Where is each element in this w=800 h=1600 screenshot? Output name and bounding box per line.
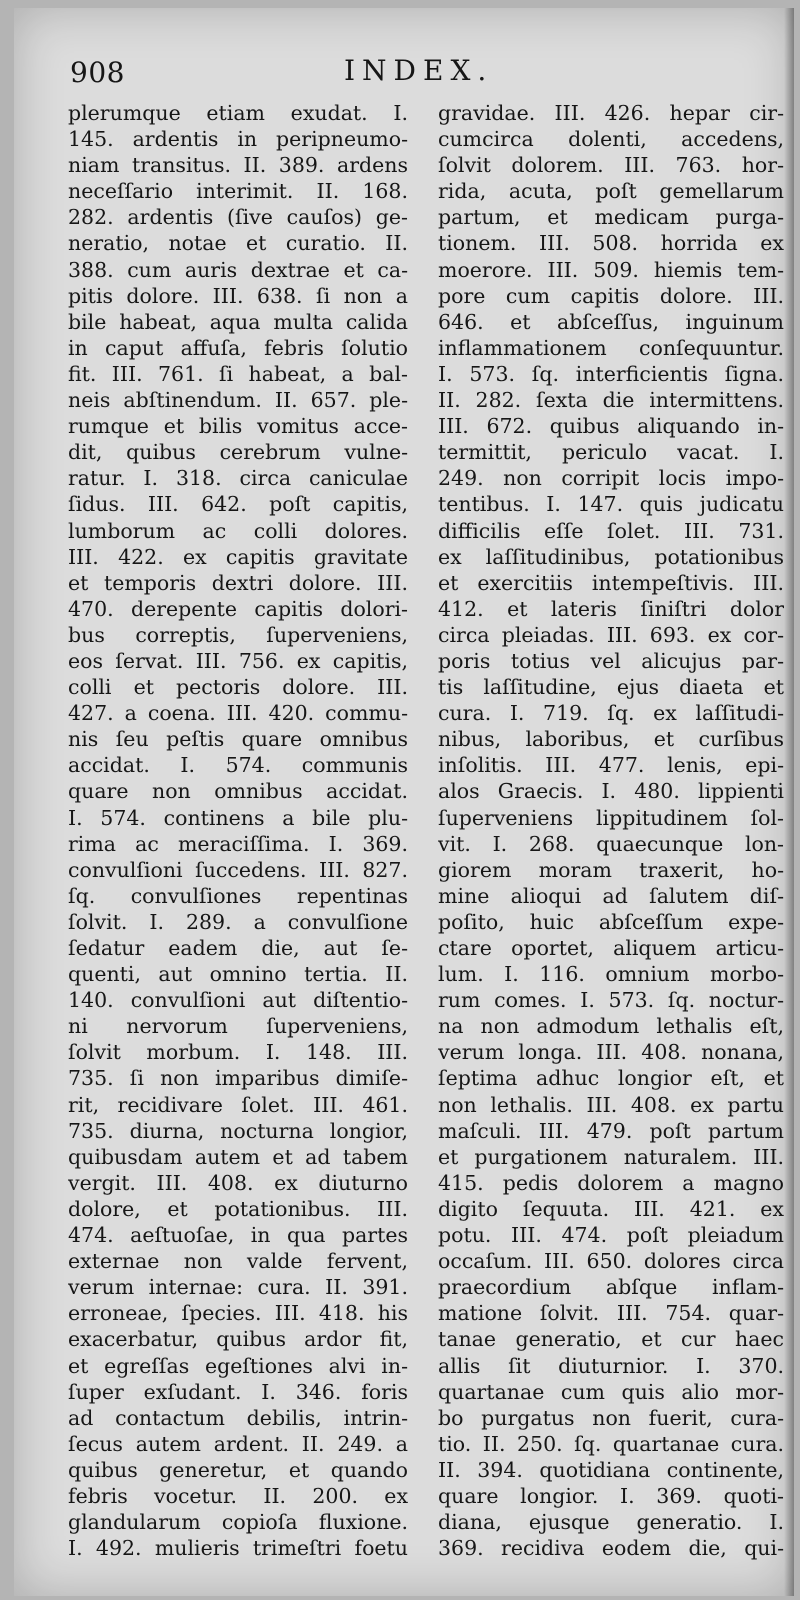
text-line: 735. diurna, nocturna longior,	[68, 1118, 408, 1143]
text-line: vit. I. 268. quaecunque lon-	[438, 831, 784, 856]
text-line: ſecus autem ardent. II. 249. a	[68, 1431, 408, 1456]
text-line: plerumque etiam exudat. I.	[68, 101, 408, 125]
text-line: alos Graecis. I. 480. lippienti	[438, 779, 784, 804]
text-line: ſuper exſudant. I. 346. foris	[68, 1379, 408, 1404]
text-line: verum internae: cura. II. 391.	[68, 1275, 408, 1300]
text-line: et temporis dextri dolore. III.	[68, 570, 408, 595]
text-line: 388. cum auris dextrae et ca-	[68, 257, 408, 282]
text-line: lum. I. 116. omnium morbo-	[438, 962, 784, 987]
text-line: termittit, periculo vacat. I.	[438, 440, 784, 465]
text-line: ni nervorum ſuperveniens,	[68, 1014, 408, 1039]
text-line: ſidus. III. 642. poſt capitis,	[68, 492, 408, 517]
text-line: 369. recidiva eodem die, qui-	[438, 1536, 784, 1561]
left-column	[68, 100, 408, 1561]
text-line: quare non omnibus accidat.	[68, 779, 408, 804]
text-line: neceſſario interimit. II. 168.	[68, 179, 408, 204]
text-line: inſolitis. III. 477. lenis, epi-	[438, 753, 784, 778]
text-line: externae non valde fervent,	[68, 1249, 408, 1274]
text-line: quibus generetur, et quando	[68, 1457, 408, 1482]
text-line: 415. pedis dolorem a magno	[438, 1170, 784, 1195]
text-line: III. 422. ex capitis gravitate	[68, 544, 408, 569]
text-line: digito ſequuta. III. 421. ex	[438, 1196, 784, 1221]
text-line: nis ſeu peſtis quare omnibus	[68, 727, 408, 752]
text-line: II. 394. quotidiana continente,	[438, 1457, 784, 1482]
text-line: 282. ardentis (ſive cauſos) ge-	[68, 205, 408, 230]
text-line: na non admodum lethalis eſt,	[438, 1014, 784, 1039]
text-line: nibus, laboribus, et curſibus	[438, 727, 784, 752]
running-head: INDEX.	[344, 54, 494, 87]
text-line: quare longior. I. 369. quoti-	[438, 1483, 784, 1508]
text-line: dit, quibus cerebrum vulne-	[68, 440, 408, 465]
text-line: dolore, et potationibus. III.	[68, 1196, 408, 1221]
text-line: maſculi. III. 479. poſt partum	[438, 1118, 784, 1143]
text-line: allis ſit diuturnior. I. 370.	[438, 1353, 784, 1378]
text-line: 412. et lateris ſiniſtri dolor	[438, 596, 784, 621]
text-line: et exercitiis intempeſtivis. III.	[438, 570, 784, 595]
text-line: difficilis eſſe ſolet. III. 731.	[438, 518, 784, 543]
text-line: tis laſſitudine, ejus diaeta et	[438, 675, 784, 700]
text-line: non lethalis. III. 408. ex partu	[438, 1092, 784, 1117]
text-line: ctare oportet, aliquem articu-	[438, 936, 784, 960]
text-line: rum comes. I. 573. ſq. noctur-	[438, 988, 784, 1013]
text-line: I. 574. continens a bile plu-	[68, 805, 408, 830]
text-line: ſolvit morbum. I. 148. III.	[68, 1040, 408, 1065]
text-line: diana, ejusque generatio. I.	[438, 1510, 784, 1535]
text-line: tionem. III. 508. horrida ex	[438, 231, 784, 256]
page-gutter-shadow	[784, 8, 794, 1596]
text-line: 735. ſi non imparibus dimiſe-	[68, 1066, 408, 1091]
text-line: occaſum. III. 650. dolores circa	[438, 1249, 784, 1274]
text-line: 249. non corripit locis impo-	[438, 466, 784, 491]
text-line: tanae generatio, et cur haec	[438, 1327, 784, 1352]
text-line: ſolvit. I. 289. a convulſione	[68, 909, 408, 934]
text-line: rida, acuta, poſt gemellarum	[438, 179, 784, 204]
text-line: tio. II. 250. ſq. quartanae cura.	[438, 1431, 784, 1456]
text-line: et purgationem naturalem. III.	[438, 1144, 784, 1169]
text-line: rit, recidivare ſolet. III. 461.	[68, 1092, 408, 1117]
text-line: 646. et abſceſſus, inguinum	[438, 309, 784, 334]
text-line: in caput affuſa, febris ſolutio	[68, 335, 408, 360]
text-line: ex laſſitudinibus, potationibus	[438, 544, 784, 569]
text-line: mine alioqui ad ſalutem diſ-	[438, 883, 784, 908]
text-line: 140. convulſioni aut diſtentio-	[68, 988, 408, 1013]
text-line: rumque et bilis vomitus acce-	[68, 414, 408, 439]
text-line: moerore. III. 509. hiemis tem-	[438, 257, 784, 282]
text-line: ſedatur eadem die, aut ſe-	[68, 936, 408, 960]
text-line: praecordium abſque inflam-	[438, 1275, 784, 1300]
text-line: exacerbatur, quibus ardor fit,	[68, 1327, 408, 1352]
text-line: ſq. convulſiones repentinas	[68, 883, 408, 908]
text-line: 427. a coena. III. 420. commu-	[68, 701, 408, 726]
text-line: pitis dolore. III. 638. ſi non a	[68, 283, 408, 308]
text-line: 470. derepente capitis dolori-	[68, 596, 408, 621]
text-line: giorem moram traxerit, ho-	[438, 857, 784, 882]
text-line: colli et pectoris dolore. III.	[68, 675, 408, 700]
text-line: cura. I. 719. ſq. ex laſſitudi-	[438, 701, 784, 726]
text-line: I. 492. mulieris trimeſtri foetu	[68, 1536, 408, 1561]
right-column	[438, 100, 784, 1561]
text-line: verum longa. III. 408. nonana,	[438, 1040, 784, 1065]
text-line: ratur. I. 318. circa caniculae	[68, 466, 408, 491]
text-line: lumborum ac colli dolores.	[68, 518, 408, 543]
text-line: gravidae. III. 426. hepar cir-	[438, 101, 784, 125]
text-line: accidat. I. 574. communis	[68, 753, 408, 778]
text-line: matione ſolvit. III. 754. quar-	[438, 1301, 784, 1326]
text-line: glandularum copioſa fluxione.	[68, 1510, 408, 1535]
text-line: neratio, notae et curatio. II.	[68, 231, 408, 256]
text-line: convulſioni ſuccedens. III. 827.	[68, 857, 408, 882]
text-line: 474. aeſtuoſae, in qua partes	[68, 1223, 408, 1248]
text-line: poſito, huic abſceſſum expe-	[438, 909, 784, 934]
text-line: potu. III. 474. poſt pleiadum	[438, 1223, 784, 1248]
text-line: II. 282. ſexta die intermittens.	[438, 388, 784, 413]
page-number: 908	[70, 56, 125, 89]
text-line: ſolvit dolorem. III. 763. hor-	[438, 153, 784, 178]
text-line: febris vocetur. II. 200. ex	[68, 1483, 408, 1508]
text-line: ad contactum debilis, intrin-	[68, 1405, 408, 1430]
text-line: rima ac meraciſſima. I. 369.	[68, 831, 408, 856]
text-line: inflammationem conſequuntur.	[438, 335, 784, 360]
text-line: bus correptis, ſuperveniens,	[68, 622, 408, 647]
text-line: III. 672. quibus aliquando in-	[438, 414, 784, 439]
text-line: quibusdam autem et ad tabem	[68, 1144, 408, 1169]
text-line: erroneae, ſpecies. III. 418. his	[68, 1301, 408, 1326]
text-line: et egreſſas egeſtiones alvi in-	[68, 1353, 408, 1378]
text-line: tentibus. I. 147. quis judicatu	[438, 492, 784, 517]
text-line: neis abſtinendum. II. 657. ple-	[68, 388, 408, 413]
text-line: bile habeat, aqua multa calida	[68, 309, 408, 334]
text-line: pore cum capitis dolore. III.	[438, 283, 784, 308]
text-line: bo purgatus non fuerit, cura-	[438, 1405, 784, 1430]
text-line: eos ſervat. III. 756. ex capitis,	[68, 648, 408, 673]
text-line: vergit. III. 408. ex diuturno	[68, 1170, 408, 1195]
book-page	[14, 8, 794, 1596]
text-line: quenti, aut omnino tertia. II.	[68, 962, 408, 987]
text-line: niam transitus. II. 389. ardens	[68, 153, 408, 178]
text-line: 145. ardentis in peripneumo-	[68, 127, 408, 152]
text-line: ſuperveniens lippitudinem ſol-	[438, 805, 784, 830]
text-line: ſeptima adhuc longior eſt, et	[438, 1066, 784, 1091]
text-line: quartanae cum quis alio mor-	[438, 1379, 784, 1404]
text-line: cumcirca dolenti, accedens,	[438, 127, 784, 152]
text-line: poris totius vel alicujus par-	[438, 648, 784, 673]
text-line: circa pleiadas. III. 693. ex cor-	[438, 622, 784, 647]
text-line: I. 573. ſq. interficientis ſigna.	[438, 361, 784, 386]
text-line: partum, et medicam purga-	[438, 205, 784, 230]
text-line: fit. III. 761. ſi habeat, a bal-	[68, 361, 408, 386]
